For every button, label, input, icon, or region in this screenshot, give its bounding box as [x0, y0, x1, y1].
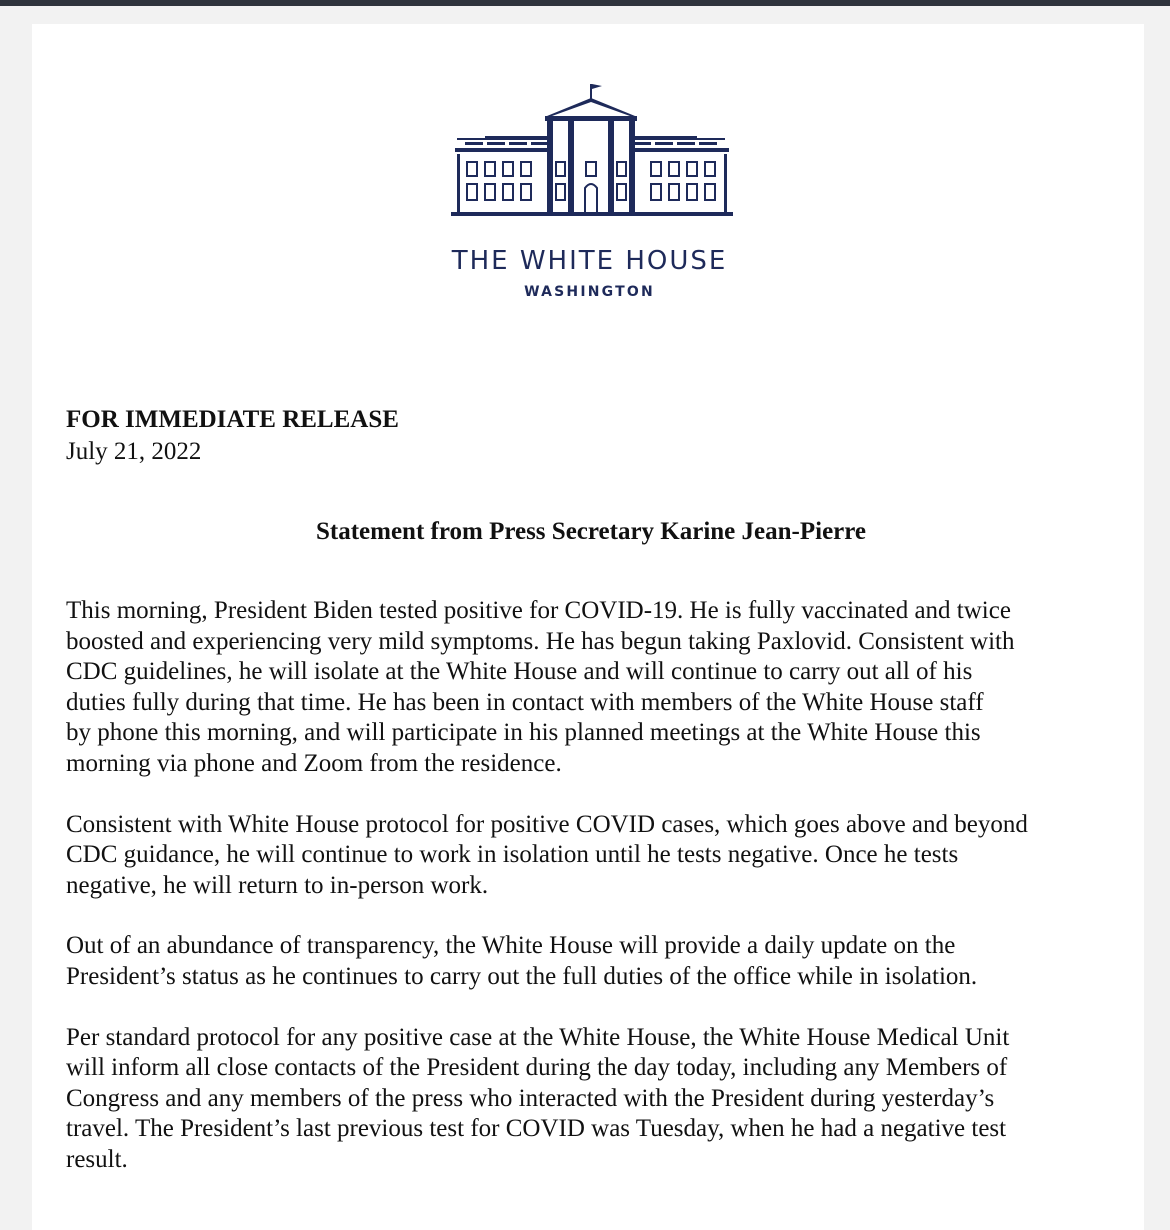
- org-name: THE WHITE HOUSE: [451, 246, 728, 276]
- press-release-page: [32, 24, 1144, 1230]
- paragraph-line: will inform all close contacts of the President during the day today, including any Members of: [66, 1054, 1008, 1082]
- paragraph-line: Consistent with White House protocol for positive COVID cases, which goes above and beyond: [66, 810, 1028, 838]
- paragraph-line: morning via phone and Zoom from the residence.: [66, 749, 562, 777]
- paragraph-line: Per standard protocol for any positive case at the White House, the White House Medical Unit: [66, 1023, 1010, 1051]
- paragraph-1: [66, 596, 1126, 780]
- white-house-building-icon: [447, 76, 737, 216]
- paragraph-3: [66, 931, 1126, 992]
- statement-title: Statement from Press Secretary Karine Jean-Pierre: [315, 518, 867, 545]
- paragraph-line: CDC guidelines, he will isolate at the White House and will continue to carry out all of his: [66, 658, 973, 686]
- paragraph-2: [66, 810, 1126, 902]
- paragraph-4: [66, 1023, 1126, 1176]
- release-date: July 21, 2022: [66, 438, 202, 465]
- org-location: WASHINGTON: [524, 284, 655, 300]
- paragraph-line: negative, he will return to in-person work.: [66, 871, 489, 899]
- paragraph-line: Congress and any members of the press who interacted with the President during yesterday’s: [66, 1084, 995, 1112]
- paragraph-line: boosted and experiencing very mild symptoms. He has begun taking Paxlovid. Consistent with: [66, 627, 1015, 655]
- window-top-bar: [0, 0, 1170, 6]
- paragraph-line: President’s status as he continues to carry out the full duties of the office while in isolation.: [66, 962, 978, 990]
- release-label: FOR IMMEDIATE RELEASE: [66, 406, 399, 433]
- paragraph-line: duties fully during that time. He has been in contact with members of the White House staff: [66, 688, 984, 716]
- paragraph-line: by phone this morning, and will participate in his planned meetings at the White House this: [66, 719, 981, 747]
- paragraph-line: travel. The President’s last previous test for COVID was Tuesday, when he had a negative test: [66, 1115, 1007, 1143]
- paragraph-line: This morning, President Biden tested positive for COVID-19. He is fully vaccinated and twice: [66, 597, 1011, 624]
- paragraph-line: Out of an abundance of transparency, the White House will provide a daily update on the: [66, 932, 956, 960]
- statement-body: [66, 596, 1126, 1206]
- paragraph-line: CDC guidance, he will continue to work in isolation until he tests negative. Once he tests: [66, 841, 959, 869]
- paragraph-line: result.: [66, 1145, 128, 1173]
